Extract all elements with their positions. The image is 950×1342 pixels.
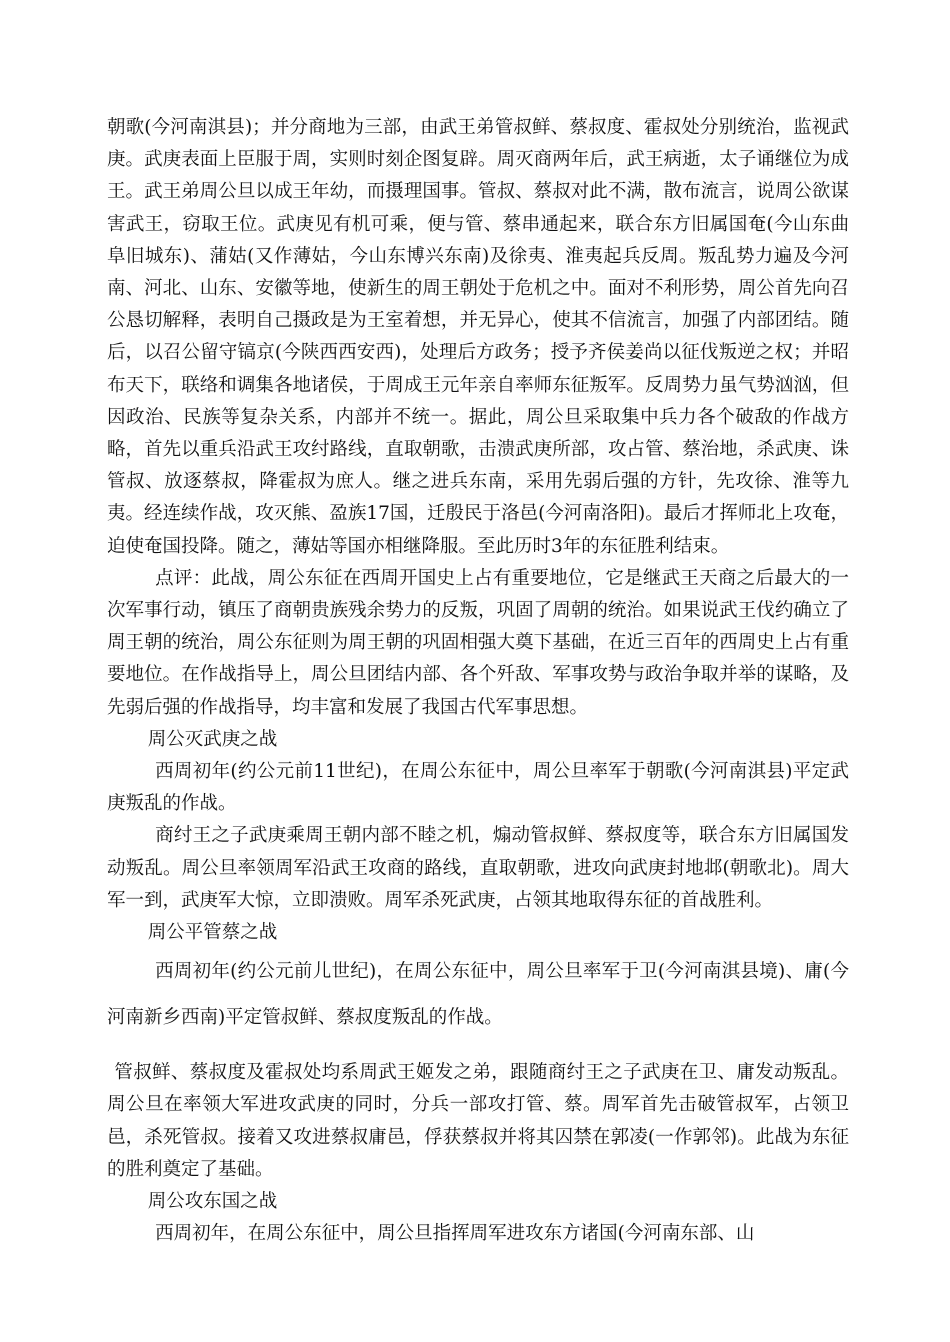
paragraph-eastern-expedition: 朝歌(今河南淇县)；并分商地为三部，由武王弟管叔鲜、蔡叔度、霍叔处分别统治，监视武庚。武庚表面上臣服于周，实则时刻企图复辟。周灭商两年后，武王病逝，太子诵继位为成王。武王弟周公旦以成王年幼，而摄理国事。管叔、蔡叔对此不满，散布流言，说周公欲谋害武王，窃取王位。武庚见有机可乘，便与管、蔡串通起来，联合东方旧属国奄(今山东曲阜旧城东)、蒲姑(又作薄姑，今山东博兴东南)及徐夷、淮夷起兵反周。叛乱势力遍及今河南、河北、山东、安徽等地，使新生的周王朝处于危机之中。面对不利形势，周公首先向召公恳切解释，表明自己摄政是为王室着想，并无异心，使其不信流言，加强了内部团结。随后，以召公留守镐京(今陕西西安西)，处理后方政务；授予齐侯姜尚以征伐叛逆之权；并昭布天下，联络和调集各地诸侯，于周成王元年亲自率师东征叛军。反周势力虽气势汹汹，但因政治、民族等复杂关系，内部并不统一。据此，周公旦采取集中兵力各个破敌的作战方略，首先以重兵沿武王攻纣路线，直取朝歌，击溃武庚所部，攻占管、蔡治地，杀武庚、诛管叔、放逐蔡叔，降霍叔为庶人。继之进兵东南，采用先弱后强的方针，先攻徐、淮等九夷。经连续作战，攻灭熊、盈族17国，迁殷民于洛邑(今河南洛阳)。最后才挥师北上攻奄，迫使奄国投降。随之，薄姑等国亦相继降服。至此历时3年的东征胜利结束。 xyxy=(107,117,849,557)
heading-guancai-battle: 周公平管蔡之战 xyxy=(147,922,278,944)
heading-wugeng-battle: 周公灭武庚之战 xyxy=(147,728,278,750)
paragraph-guancai-detail: 管叔鲜、蔡叔度及霍叔处均系周武王姬发之弟，跟随商纣王之子武庚在卫、庸发动叛乱。周公旦在率领大军进攻武庚的同时，分兵一部攻打管、蔡。周军首先击破管叔军，占领卫邑，杀死管叔。接着又攻进蔡叔庸邑，俘获蔡叔并将其囚禁在郭凌(一作郭邻)。此战为东征的胜利奠定了基础。 xyxy=(107,1062,849,1180)
paragraph-commentary: 点评：此战，周公东征在西周开国史上占有重要地位，它是继武王天商之后最大的一次军事行动，镇压了商朝贵族残余势力的反叛，巩固了周朝的统治。如果说武王伐约确立了周王朝的统治，周公东征则为周王朝的巩固相强大奠下基础，在近三百年的西周史上占有重要地位。在作战指导上，周公旦团结内部、各个歼敌、军事攻势与政治争取并举的谋略，及先弱后强的作战指导，均丰富和发展了我国古代军事思想。 xyxy=(107,567,849,718)
paragraph-wugeng-summary: 西周初年(约公元前11世纪)，在周公东征中，周公旦率军于朝歌(今河南淇县)平定武庚叛乱的作战。 xyxy=(107,761,849,815)
paragraph-dongguo-summary: 西周初年，在周公东征中，周公旦指挥周军进攻东方诸国(今河南东部、山 xyxy=(155,1223,755,1245)
heading-dongguo-battle: 周公攻东国之战 xyxy=(147,1191,278,1213)
paragraph-guancai-summary: 西周初年(约公元前儿世纪)，在周公东征中，周公旦率军于卫(今河南淇县境)、庸(今河南新乡西南)平定管叔鲜、蔡叔度叛乱的作战。 xyxy=(107,961,849,1029)
paragraph-wugeng-detail: 商纣王之子武庚乘周王朝内部不睦之机，煽动管叔鲜、蔡叔度等，联合东方旧属国发动叛乱。周公旦率领周军沿武王攻商的路线，直取朝歌，进攻向武庚封地邶(朝歌北)。周大军一到，武庚军大惊，立即溃败。周军杀死武庚，占领其地取得东征的首战胜利。 xyxy=(107,825,849,911)
document-body xyxy=(107,112,849,1251)
